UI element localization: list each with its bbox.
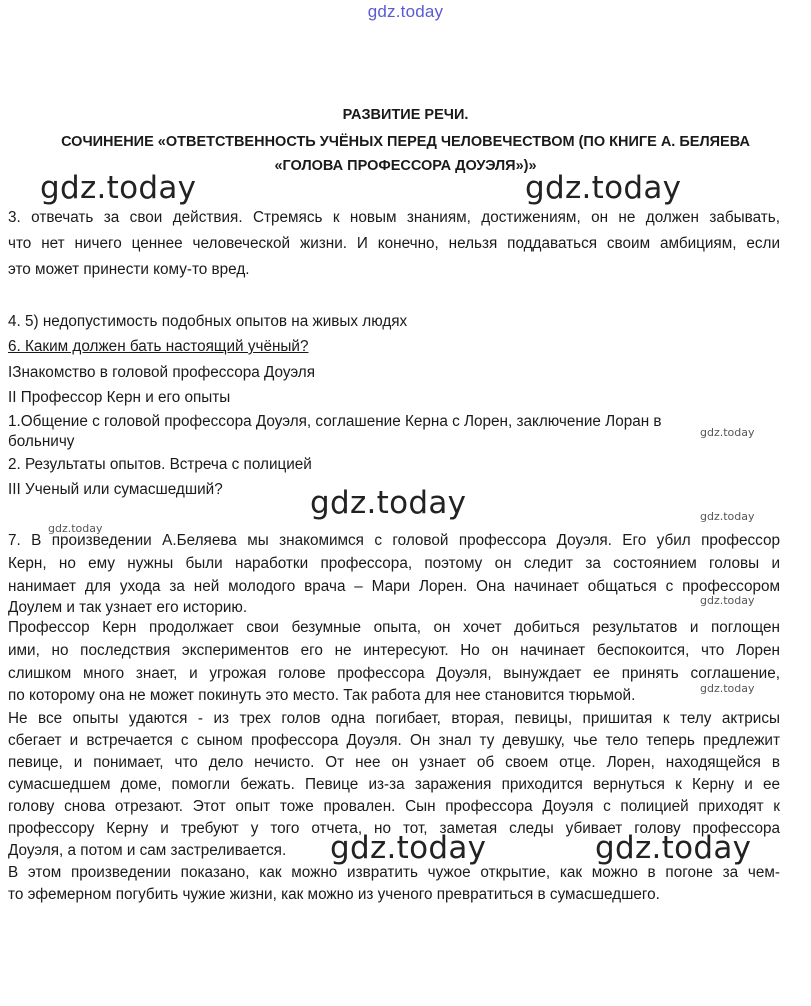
- task6-title: 6. Каким должен бать настоящий учёный?: [8, 338, 309, 355]
- task7-line: сбегает и встречается с сыном профессора Доуэля. Он знал ту девушку, чье тело теперь предлежит: [8, 732, 780, 749]
- plan-item: IЗнакомство в головой профессора Доуэля: [8, 364, 316, 381]
- task7-line: Доуэля, а потом и сам застреливается.: [8, 842, 287, 859]
- watermark-small: gdz.today: [48, 522, 103, 535]
- task7-line: то эфемерном погубить чужие жизни, как можно из ученого превратиться в сумасшедшего.: [8, 886, 660, 903]
- heading-book-title: «ГОЛОВА ПРОФЕССОРА ДОУЭЛЯ»)»: [274, 158, 537, 174]
- plan-item: II Профессор Керн и его опыты: [8, 389, 231, 406]
- task7-line: 7. В произведении А.Беляева мы знакомимся с головой профессора Доуэля. Его убил профессор: [8, 532, 780, 549]
- task7-line: Не все опыты удаются - из трех голов одна погибает, вторая, певицы, пришитая к телу актрисы: [8, 710, 780, 727]
- task7-line: Доулем и так узнает его историю.: [8, 599, 248, 616]
- task7-line: В этом произведении показано, как можно извратить чужое открытие, как можно в погоне за чем-: [8, 864, 780, 881]
- watermark-small: gdz.today: [700, 510, 755, 523]
- heading-essay-title: СОЧИНЕНИЕ «ОТВЕТСТВЕННОСТЬ УЧЁНЫХ ПЕРЕД ЧЕЛОВЕЧЕСТВОМ (ПО КНИГЕ А. БЕЛЯЕВА: [61, 134, 750, 150]
- task7-line: голову снова отрезают. Этот опыт тоже провален. Сын профессора Доуэля с полицией приходят к: [8, 798, 780, 815]
- watermark-small: gdz.today: [700, 682, 755, 695]
- task7-line: сумасшедшем доме, помогли бежать. Певице из-за заражения приходится вернуться к Керну и ее: [8, 776, 780, 793]
- plan-item: больничу: [8, 433, 75, 450]
- task7-line: Профессор Керн продолжает свои безумные опыта, он хочет добиться результатов и поглощен: [8, 619, 780, 636]
- task7-line: ими, но последствия экспериментов его не интересуют. Но он начинает беспокоится, что Лорен: [8, 642, 780, 659]
- watermark-small: gdz.today: [700, 426, 755, 439]
- task7-line: Керн, но ему нужны были наработки профессора, поэтому он следит за состоянием головы и: [8, 555, 780, 572]
- watermark: gdz.today: [525, 170, 682, 206]
- task7-line: слишком много знает, и угрожая голове профессора Доуэля, вынуждает ее принять соглашение,: [8, 665, 780, 682]
- task7-line: по которому она не может покинуть это место. Так работа для нее становится тюрьмой.: [8, 687, 636, 704]
- watermark: gdz.today: [595, 830, 752, 866]
- plan-item: III Ученый или сумасшедший?: [8, 481, 223, 498]
- watermark: gdz.today: [310, 485, 467, 521]
- task3-line: что нет ничего ценнее человеческой жизни. И конечно, нельзя поддаваться своим амбициям, если: [8, 235, 780, 252]
- site-label: gdz.today: [367, 2, 444, 21]
- task7-line: певице, и понимает, что дело нечисто. От нее он узнает об своем отце. Лорен, находящейся в: [8, 754, 780, 771]
- plan-item: 2. Результаты опытов. Встреча с полицией: [8, 456, 312, 473]
- plan-item: 1.Общение с головой профессора Доуэля, соглашение Керна с Лорен, заключение Лоран в: [8, 413, 662, 430]
- task7-line: нанимает для ухода за ней молодого врача – Мари Лорен. Она начинает общаться с профессором: [8, 578, 780, 595]
- watermark: gdz.today: [330, 830, 487, 866]
- task3-line: это может принести кому-то вред.: [8, 261, 250, 278]
- task3-line: 3. отвечать за свои действия. Стремясь к новым знаниям, достижениям, он не должен забывать,: [8, 209, 780, 226]
- heading-section-title: РАЗВИТИЕ РЕЧИ.: [342, 107, 469, 123]
- task7-line: профессору Керну и требуют у того отчета, но тот, заметая следы убивает голову профессора: [8, 820, 780, 837]
- task4-answer: 4. 5) недопустимость подобных опытов на живых людях: [8, 313, 408, 330]
- watermark-small: gdz.today: [700, 594, 755, 607]
- watermark: gdz.today: [40, 170, 197, 206]
